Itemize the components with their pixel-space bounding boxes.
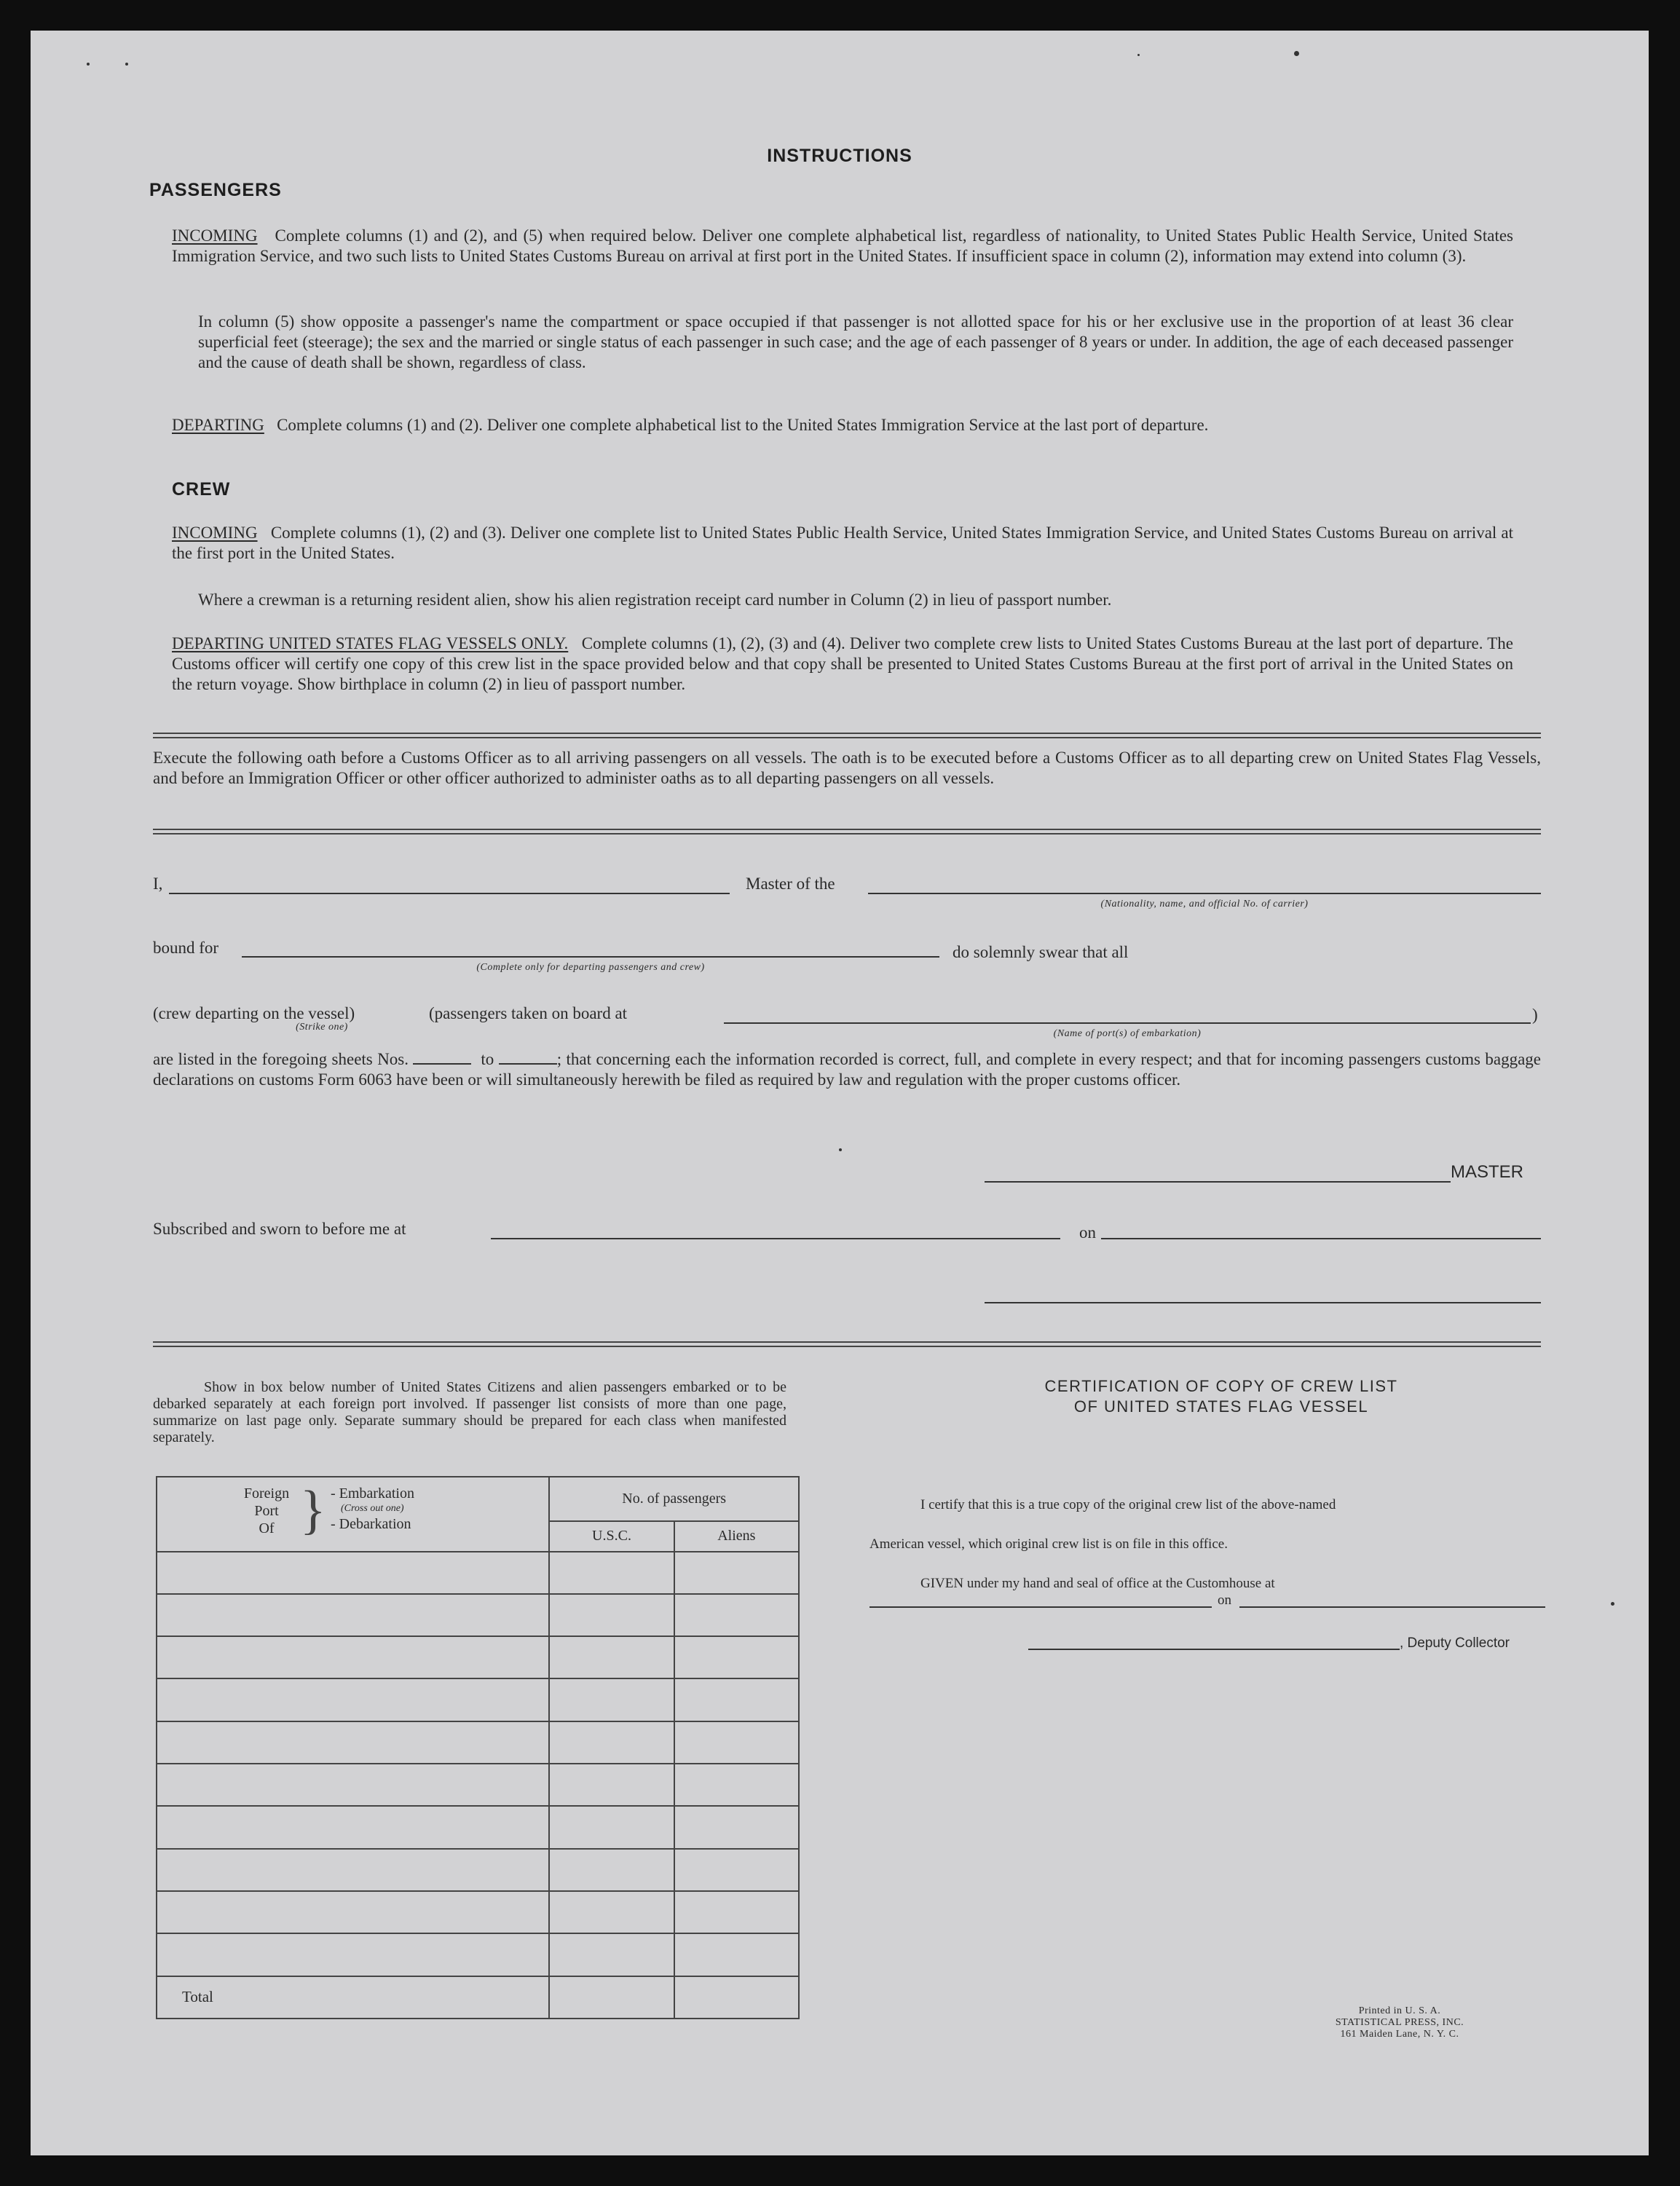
port-cell[interactable] — [157, 1849, 549, 1891]
usc-cell[interactable] — [549, 1849, 674, 1891]
subscribed-label: Subscribed and sworn to before me at — [153, 1220, 406, 1238]
sworn-location-field[interactable] — [491, 1238, 1060, 1239]
usc-cell[interactable] — [549, 1806, 674, 1848]
sworn-date-field[interactable] — [1101, 1238, 1541, 1239]
port-cell[interactable] — [157, 1636, 549, 1678]
port-cell[interactable] — [157, 1552, 549, 1594]
speck — [87, 63, 90, 66]
deputy-signature-field[interactable] — [1028, 1649, 1400, 1650]
aliens-cell[interactable] — [674, 1594, 799, 1636]
debarkation-option[interactable]: - Debarkation — [331, 1516, 411, 1533]
speck — [1137, 54, 1140, 56]
cross-out-caption: (Cross out one) — [341, 1503, 404, 1515]
passenger-summary-table — [156, 1476, 800, 2019]
passengers-incoming-label: INCOMING — [172, 226, 258, 245]
usc-cell[interactable] — [549, 1678, 674, 1721]
usc-header: U.S.C. — [549, 1521, 674, 1552]
aliens-cell[interactable] — [674, 1933, 799, 1976]
speck — [1294, 51, 1299, 56]
passengers-departing-paragraph — [172, 415, 1513, 435]
aliens-header: Aliens — [674, 1521, 799, 1552]
officer-signature-field[interactable] — [985, 1302, 1541, 1303]
certification-title — [897, 1376, 1545, 1417]
port-cell[interactable] — [157, 1806, 549, 1848]
divider — [153, 829, 1541, 834]
listed-suffix: ; that concerning each the information recorded is correct, full, and complete in every respect; and that for incoming passengers customs baggage declarations on customs Form 6063 have been or will simultaneously herewith be filed as required by law and regulation with the proper customs officer. — [153, 1050, 1542, 1089]
master-name-field[interactable] — [169, 893, 730, 894]
aliens-cell[interactable] — [674, 1806, 799, 1848]
summary-instruction: Show in box below number of United States Citizens and alien passengers embarked or to be debarked separately at each foreign port involved. If passenger list consists of more than one page, summarize on last page only. Separate summary should be prepared for each class when manifested separately. — [153, 1379, 786, 1445]
foreign-port-header — [157, 1477, 549, 1552]
swear-text: do solemnly swear that all — [953, 943, 1129, 961]
listed-prefix: are listed in the foregoing sheets Nos. — [153, 1050, 409, 1068]
aliens-cell[interactable] — [674, 1721, 799, 1764]
embarkation-option[interactable]: - Embarkation — [331, 1485, 414, 1502]
oath-instruction: Execute the following oath before a Customs Officer as to all arriving passengers on all vessels. The oath is to be executed before a Customs Officer as to all departing crew on United States Flag Vessels, and before an Immigration Officer or other officer authorized to administer oaths as to all departing passengers on all vessels. — [153, 749, 1541, 787]
foreign-label: Foreign — [243, 1485, 290, 1502]
embarkation-ports-field[interactable] — [724, 1022, 1531, 1024]
speck — [839, 1148, 842, 1151]
usc-cell[interactable] — [549, 1764, 674, 1806]
oath-i: I, — [153, 875, 163, 893]
crew-departing-text: Complete columns (1), (2), (3) and (4). Deliver two complete crew lists to United States Customs Bureau at the last port of departure. The Customs officer will certify one copy of this crew list in the space provided below and that copy shall be presented to United States Customs Bureau at the first port of arrival in the United States on the return voyage. Show birthplace in column (2) in lieu of passport number. — [172, 634, 1514, 693]
aliens-total-cell[interactable] — [674, 1976, 799, 2019]
port-cell[interactable] — [157, 1891, 549, 1933]
divider — [153, 733, 1541, 738]
usc-cell[interactable] — [549, 1891, 674, 1933]
listed-paragraph — [153, 1049, 1541, 1090]
brace-icon: } — [300, 1480, 326, 1541]
ports-caption: (Name of port(s) of embarkation) — [1053, 1028, 1202, 1039]
passengers-heading: PASSENGERS — [149, 180, 282, 200]
total-label: Total — [157, 1976, 549, 2019]
certification-line2: American vessel, which original crew list is on file in this office. — [869, 1536, 1228, 1552]
sworn-on-label: on — [1079, 1223, 1096, 1242]
aliens-cell[interactable] — [674, 1764, 799, 1806]
of-label: Of — [259, 1520, 275, 1537]
passengers-departing-label: DEPARTING — [172, 416, 264, 434]
carrier-field[interactable] — [868, 893, 1541, 894]
aliens-cell[interactable] — [674, 1552, 799, 1594]
customhouse-field[interactable] — [869, 1606, 1212, 1608]
deputy-collector-label: , Deputy Collector — [1400, 1635, 1510, 1651]
usc-cell[interactable] — [549, 1721, 674, 1764]
sheet-from-field[interactable] — [413, 1051, 471, 1065]
printer-line1: Printed in U. S. A. — [1358, 2005, 1441, 2016]
master-of-the-label: Master of the — [746, 875, 835, 893]
port-cell[interactable] — [157, 1594, 549, 1636]
usc-total-cell[interactable] — [549, 1976, 674, 2019]
usc-cell[interactable] — [549, 1552, 674, 1594]
printer-line2: STATISTICAL PRESS, INC. — [1335, 2017, 1464, 2028]
aliens-cell[interactable] — [674, 1636, 799, 1678]
strike-one-caption: (Strike one) — [296, 1022, 348, 1033]
sheet-to-field[interactable] — [499, 1051, 557, 1065]
carrier-caption: (Nationality, name, and official No. of carrier) — [1100, 899, 1309, 909]
close-paren: ) — [1532, 1006, 1538, 1024]
bound-for-caption: (Complete only for departing passengers and crew) — [476, 962, 705, 973]
master-label: MASTER — [1451, 1162, 1524, 1182]
speck — [125, 63, 128, 66]
passengers-taken-option[interactable]: (passengers taken on board at — [429, 1004, 628, 1022]
instructions-title: INSTRUCTIONS — [767, 146, 912, 166]
crew-heading: CREW — [172, 479, 231, 500]
aliens-cell[interactable] — [674, 1891, 799, 1933]
certification-title-line2: OF UNITED STATES FLAG VESSEL — [1073, 1397, 1369, 1416]
port-cell[interactable] — [157, 1721, 549, 1764]
crew-incoming-text: Complete columns (1), (2) and (3). Deliver one complete list to United States Public Health Service, United States Immigration Service, and United States Customs Bureau on arrival at the first port in the United States. — [172, 524, 1514, 562]
port-label: Port — [254, 1503, 279, 1520]
crew-incoming-paragraph — [172, 523, 1513, 564]
bound-for-label: bound for — [153, 939, 219, 957]
passengers-incoming-text: Complete columns (1) and (2), and (5) when required below. Deliver one complete alphabetical list, regardless of nationality, to United States Public Health Service, United States Immigration Service, and two such lists to United States Customs Bureau on arrival at first port in the United States. If insufficient space in column (2), information may extend into column (3). — [172, 226, 1514, 265]
usc-cell[interactable] — [549, 1933, 674, 1976]
no-of-passengers-header: No. of passengers — [549, 1477, 799, 1521]
port-cell[interactable] — [157, 1678, 549, 1721]
usc-cell[interactable] — [549, 1636, 674, 1678]
certification-given: GIVEN under my hand and seal of office at the Customhouse at — [920, 1576, 1275, 1591]
crew-departing-label: DEPARTING UNITED STATES FLAG VESSELS ONLY. — [172, 634, 569, 652]
printer-imprint — [1298, 2005, 1502, 2040]
master-signature-field[interactable] — [985, 1181, 1451, 1183]
certification-date-field[interactable] — [1239, 1606, 1545, 1608]
port-cell[interactable] — [157, 1764, 549, 1806]
crew-departing-option[interactable]: (crew departing on the vessel) — [153, 1004, 355, 1022]
passengers-departing-text: Complete columns (1) and (2). Deliver one complete alphabetical list to the United States Immigration Service at the last port of departure. — [277, 416, 1209, 434]
speck — [1611, 1602, 1614, 1606]
aliens-cell[interactable] — [674, 1849, 799, 1891]
certification-line1: I certify that this is a true copy of the original crew list of the above-named — [920, 1497, 1336, 1512]
crew-departing-paragraph — [172, 634, 1513, 695]
divider — [153, 1341, 1541, 1347]
passengers-column5-paragraph: In column (5) show opposite a passenger's name the compartment or space occupied if that passenger is not allotted space for his or her exclusive use in the proportion of at least 36 clear superficial feet (steerage); the sex and the married or single status of each passenger in such case; and the age of each passenger of 8 years or under. In addition, the age of each deceased passenger and the cause of death shall be shown, regardless of class. — [198, 312, 1513, 371]
crew-resident-paragraph: Where a crewman is a returning resident alien, show his alien registration receipt card number in Column (2) in lieu of passport number. — [198, 591, 1112, 609]
certification-on: on — [1218, 1593, 1231, 1608]
port-cell[interactable] — [157, 1933, 549, 1976]
usc-cell[interactable] — [549, 1594, 674, 1636]
printer-line3: 161 Maiden Lane, N. Y. C. — [1340, 2029, 1459, 2040]
passengers-incoming-paragraph — [172, 226, 1513, 267]
bound-for-field[interactable] — [242, 956, 939, 958]
certification-title-line1: CERTIFICATION OF COPY OF CREW LIST — [1044, 1377, 1398, 1395]
crew-incoming-label: INCOMING — [172, 524, 258, 542]
listed-to: to — [481, 1050, 494, 1068]
form-page — [31, 31, 1649, 2155]
aliens-cell[interactable] — [674, 1678, 799, 1721]
